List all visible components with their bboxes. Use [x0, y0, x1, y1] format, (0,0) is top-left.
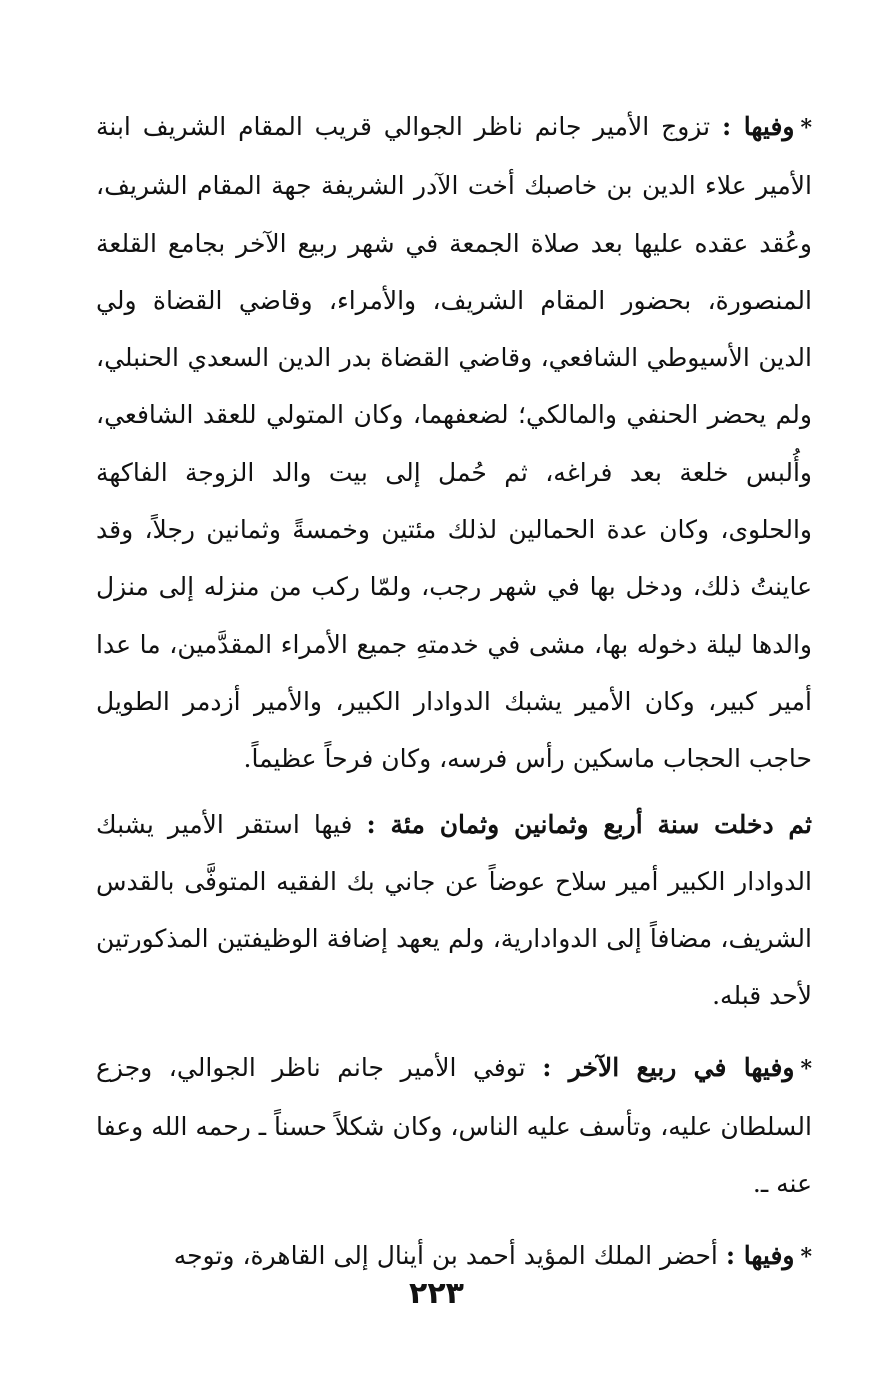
paragraph-text: فيها استقر الأمير يشبك الدوادار الكبير أمير سلاح عوضاً عن جاني بك الفقيه المتوفَّى بالقدس الشريف، مضافاً إلى الدوادارية، ولم يعهد إضافة الوظيفتين المذكورتين لأحد قبله.	[96, 809, 812, 1011]
star-marker: *	[800, 115, 813, 141]
star-marker: *	[800, 1055, 812, 1082]
paragraph-text: توفي الأمير جانم ناظر الجوالي، وجزع السلطان عليه، وتأسف عليه الناس، وكان شكلاً حسناً ـ رحمه الله وعفا عنه ـ.	[96, 1052, 812, 1199]
paragraph-lead: ثم دخلت سنة أربع وثمانين وثمان مئة :	[366, 809, 812, 839]
paragraph-1	[96, 98, 812, 788]
star-marker: *	[800, 1243, 812, 1270]
paragraph-lead: وفيها :	[721, 112, 795, 141]
paragraph-lead: وفيها في ربيع الآخر :	[542, 1052, 795, 1082]
paragraph-text: أحضر الملك المؤيد أحمد بن أينال إلى القاهرة، وتوجه	[173, 1240, 718, 1270]
paragraph-2	[96, 796, 812, 1025]
paragraph-lead: وفيها :	[725, 1240, 795, 1270]
page-body	[96, 98, 812, 1286]
page-number: ٢٢٣	[409, 1276, 464, 1311]
paragraph-text: تزوج الأمير جانم ناظر الجوالي قريب المقام الشريف ابنة الأمير علاء الدين بن خاصبك أخت الآدر الشريفة جهة المقام الشريف، وعُقد عقده عليها بعد صلاة الجمعة في شهر ربيع الآخر بجامع القلعة المنصورة، بحضور المقام الشريف، والأمراء، وقاضي القضاة ولي الدين الأسيوطي الشافعي، وقاضي القضاة بدر الدين السعدي الحنبلي، ولم يحضر الحنفي والمالكي؛ لضعفهما، وكان المتولي للعقد الشافعي، وأُلبس خلعة بعد فراغه، ثم حُمل إلى بيت والد الزوجة الفاكهة والحلوى، وكان عدة الحمالين لذلك مئتين وخمسةً وثمانين رجلاً، وقد عاينتُ ذلك، ودخل بها في شهر رجب، ولمّا ركب من منزله إلى منزل والدها ليلة دخوله بها، مشى في خدمتهِ جميع الأمراء المقدَّمين، ما عدا أمير كبير، وكان الأمير يشبك الدوادار الكبير، والأمير أزدمر الطويل حاجب الحجاب ماسكين رأس فرسه، وكان فرحاً عظيماً.	[96, 112, 812, 774]
paragraph-3	[96, 1039, 812, 1213]
